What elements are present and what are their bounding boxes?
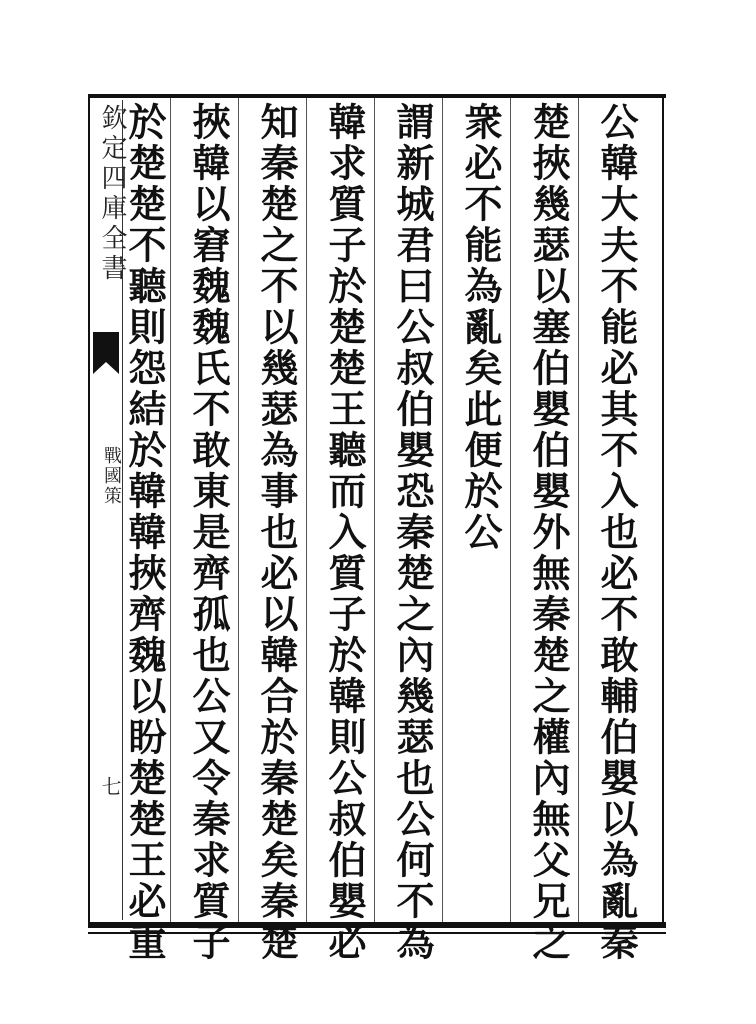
column-divider	[510, 98, 511, 922]
fishtail-mark-tail	[93, 362, 119, 374]
column-divider	[578, 98, 579, 922]
column-divider	[306, 98, 307, 922]
margin-title: 戰國策	[101, 446, 122, 506]
bottom-border	[88, 922, 666, 928]
fishtail-mark	[93, 332, 119, 362]
margin-header: 欽定四庫全書	[97, 104, 127, 284]
text-column-1: 公韓大夫不能必其不入也必不敢輔伯嬰以為亂秦	[594, 102, 639, 963]
top-border	[88, 94, 666, 98]
text-column-7: 挾韓以窘魏魏氏不敢東是齊孤也公又令秦求質子	[186, 102, 231, 963]
text-column-2: 楚挾幾瑟以塞伯嬰伯嬰外無秦楚之權內無父兄之	[526, 102, 571, 963]
column-divider	[374, 98, 375, 922]
column-divider	[238, 98, 239, 922]
left-border	[88, 94, 90, 928]
right-border	[662, 94, 664, 928]
column-divider	[442, 98, 443, 922]
text-column-8: 於楚楚不聽則怨結於韓韓挾齊魏以盼楚楚王必重	[122, 102, 167, 963]
text-column-6: 知秦楚之不以幾瑟為事也必以韓合於秦楚矣秦楚	[254, 102, 299, 963]
bottom-border-thin	[88, 932, 666, 934]
text-column-5: 韓求質子於楚楚王聽而入質子於韓則公叔伯嬰必	[322, 102, 367, 963]
column-divider	[170, 98, 171, 922]
folio-number: 七	[98, 776, 122, 796]
text-column-3: 衆必不能為亂矣此便於公	[458, 102, 503, 553]
text-column-4: 謂新城君曰公叔伯嬰恐秦楚之內幾瑟也公何不為	[390, 102, 435, 963]
